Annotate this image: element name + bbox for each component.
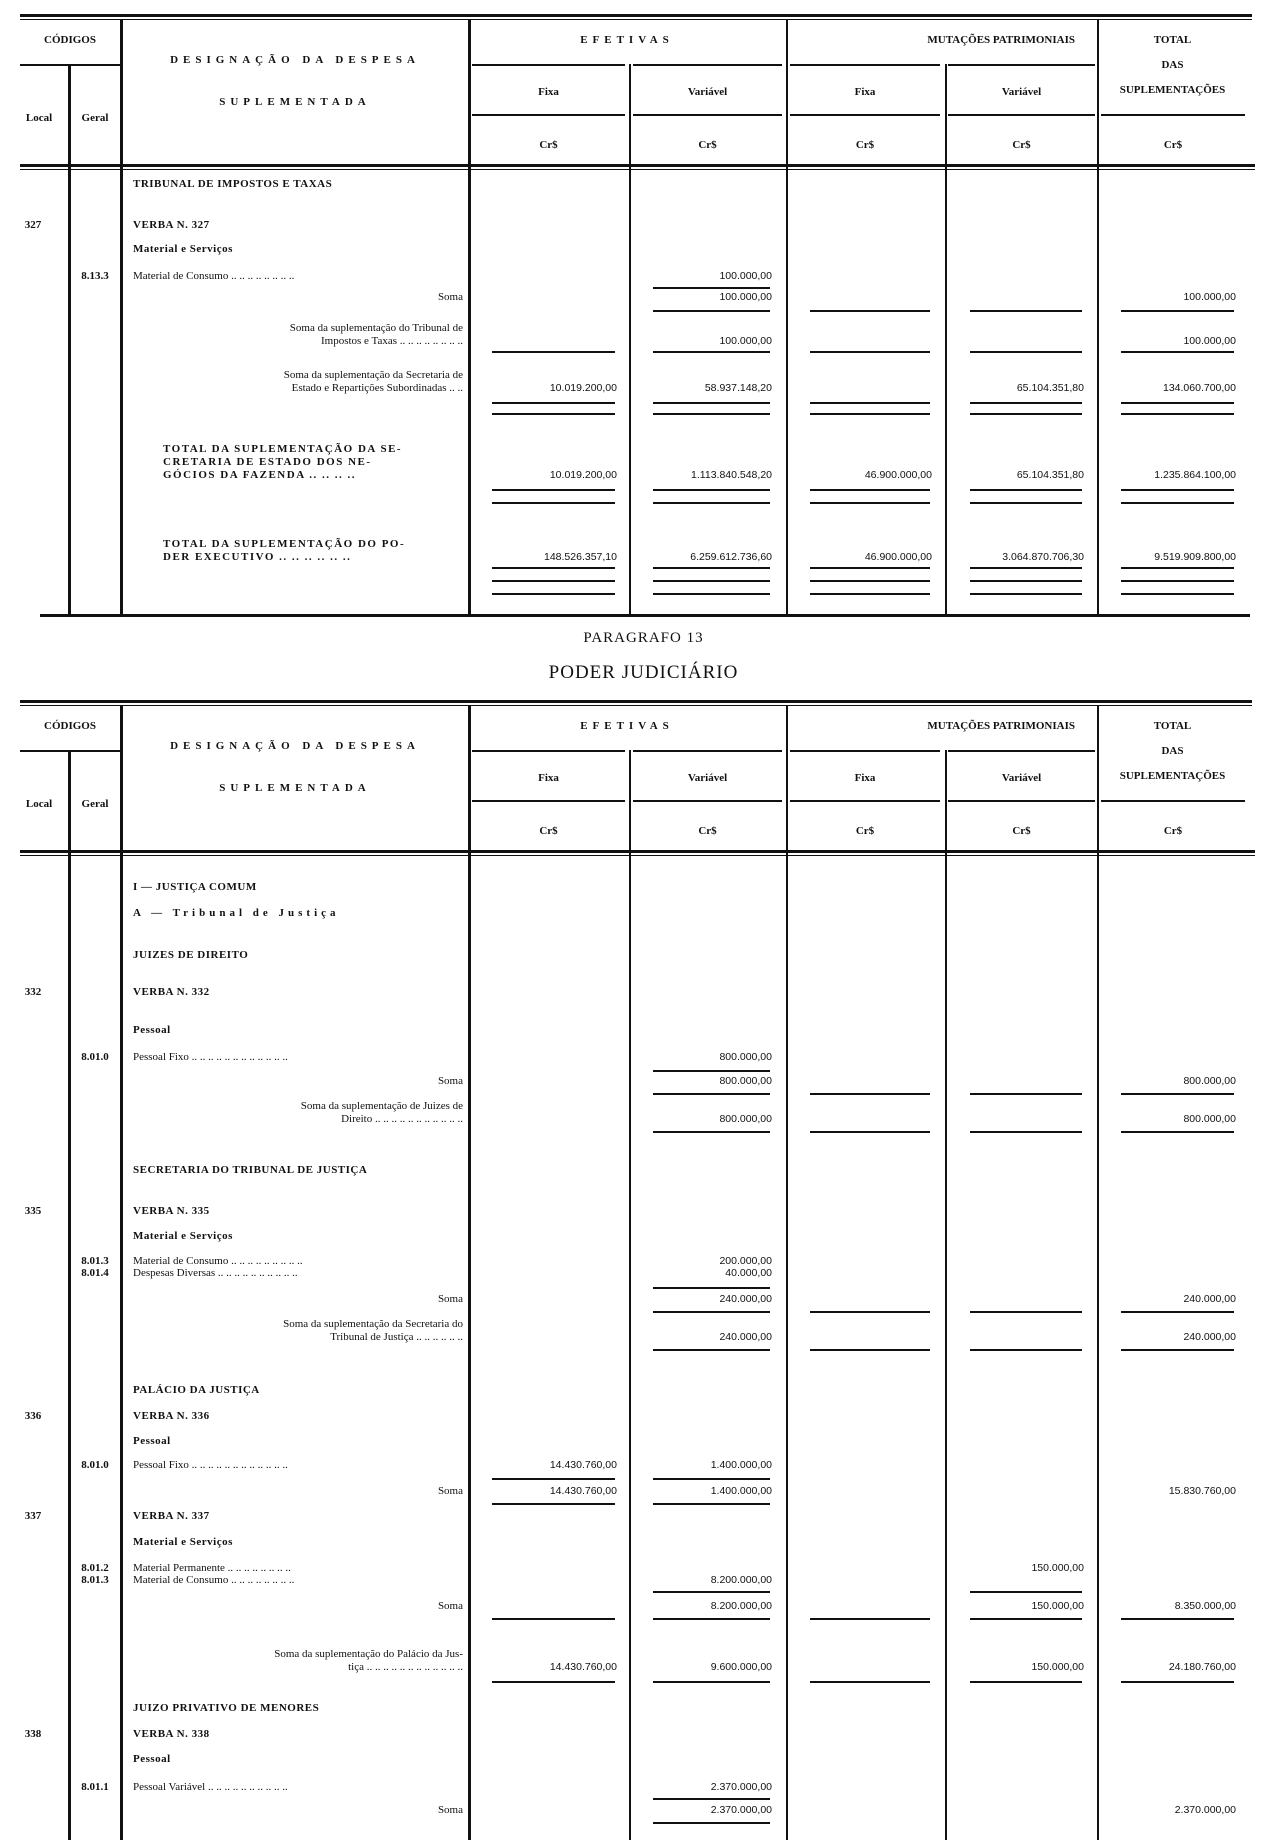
sum-rule — [1121, 1131, 1234, 1133]
subcolumn-header-variavel: Variável — [1001, 772, 1042, 784]
amount-cell: 2.370.000,00 — [1174, 1804, 1236, 1816]
currency-header: Cr$ — [539, 825, 558, 837]
amount-cell: 10.019.200,00 — [549, 382, 617, 394]
line-description: VERBA N. 336 — [133, 1410, 210, 1422]
suplementada-header: SUPLEMENTADA — [219, 96, 371, 108]
group-rule — [948, 64, 1095, 66]
column-divider — [68, 750, 71, 1840]
line-description: Pessoal Fixo .. .. .. .. .. .. .. .. .. .. .. .. — [133, 1459, 288, 1471]
geral-code: 8.01.3 — [81, 1574, 109, 1586]
sum-rule — [653, 1798, 770, 1800]
sum-rule — [970, 502, 1082, 504]
line-description: Pessoal — [133, 1024, 171, 1036]
sum-rule — [492, 502, 615, 504]
sum-rule — [970, 310, 1082, 312]
line-description: Material e Serviços — [133, 1536, 233, 1548]
geral-code: 8.01.2 — [81, 1562, 109, 1574]
sum-rule — [653, 287, 770, 289]
sum-rule — [1121, 1681, 1234, 1683]
currency-header: Cr$ — [1012, 139, 1031, 151]
sum-rule — [653, 1478, 770, 1480]
section-title: PODER JUDICIÁRIO — [548, 662, 739, 683]
designacao-header: DESIGNAÇÃO DA DESPESA — [170, 740, 420, 752]
sum-rule — [653, 1681, 770, 1683]
line-description: Soma — [437, 1485, 463, 1497]
codigos-header: CÓDIGOS — [44, 720, 96, 732]
line-description: TOTAL DA SUPLEMENTAÇÃO DO PO- DER EXECUTIVO .. .. .. .. .. .. — [163, 538, 406, 563]
line-description: TRIBUNAL DE IMPOSTOS E TAXAS — [133, 178, 333, 190]
sum-rule — [970, 567, 1082, 569]
subcolumn-header-variavel: Variável — [687, 772, 728, 784]
header-bottom-rule — [20, 169, 1255, 170]
sum-rule — [492, 1681, 615, 1683]
line-description: VERBA N. 335 — [133, 1205, 210, 1217]
sum-rule — [492, 402, 615, 404]
amount-cell: 8.350.000,00 — [1174, 1600, 1236, 1612]
sum-rule — [1121, 502, 1234, 504]
table-top-rule — [20, 705, 1252, 706]
line-description: Despesas Diversas .. .. .. .. .. .. .. .. .. .. — [133, 1267, 298, 1279]
sum-rule — [810, 1311, 930, 1313]
amount-cell: 40.000,00 — [725, 1267, 772, 1279]
sum-rule — [810, 1131, 930, 1133]
line-description: Soma da suplementação da Secretaria de Estado e Repartições Subordinadas .. .. — [283, 369, 463, 394]
geral-code: 8.01.0 — [81, 1459, 109, 1471]
amount-cell: 150.000,00 — [1031, 1600, 1084, 1612]
sum-rule — [810, 489, 930, 491]
line-description: Material de Consumo .. .. .. .. .. .. .. .. .. — [133, 1255, 303, 1267]
sum-rule — [653, 1618, 770, 1620]
geral-header: Geral — [81, 798, 109, 810]
line-description: Soma da suplementação de Juizes de Direito .. .. .. .. .. .. .. .. .. .. .. — [300, 1100, 463, 1125]
subheader-rule — [472, 114, 625, 116]
amount-cell: 14.430.760,00 — [549, 1459, 617, 1471]
currency-header: Cr$ — [855, 139, 875, 151]
amount-cell: 800.000,00 — [719, 1113, 772, 1125]
amount-cell: 46.900.000,00 — [864, 551, 932, 563]
line-description: Pessoal Fixo .. .. .. .. .. .. .. .. .. .. .. .. — [133, 1051, 288, 1063]
header-bottom-rule — [20, 164, 1255, 167]
currency-header: Cr$ — [539, 139, 558, 151]
subcolumn-header-fixa: Fixa — [854, 772, 876, 784]
sum-rule — [653, 1349, 770, 1351]
sum-rule — [653, 593, 770, 595]
sum-rule — [492, 1478, 615, 1480]
amount-cell: 1.113.840.548,20 — [691, 469, 772, 481]
amount-cell: 150.000,00 — [1031, 1661, 1084, 1673]
subcolumn-header-variavel: Variável — [1001, 86, 1042, 98]
sum-rule — [810, 567, 930, 569]
sum-rule — [1121, 413, 1234, 415]
geral-code: 8.01.1 — [81, 1781, 109, 1793]
sum-rule — [1121, 567, 1234, 569]
geral-code: 8.13.3 — [81, 270, 109, 282]
line-description: Soma — [437, 1804, 463, 1816]
line-description: Soma — [437, 1600, 463, 1612]
amount-cell: 8.200.000,00 — [710, 1600, 772, 1612]
sum-rule — [970, 1349, 1082, 1351]
local-code: 327 — [24, 219, 42, 231]
line-description: VERBA N. 338 — [133, 1728, 210, 1740]
table-top-rule — [20, 14, 1252, 17]
sum-rule — [1121, 402, 1234, 404]
local-code: 336 — [24, 1410, 42, 1422]
line-description: SECRETARIA DO TRIBUNAL DE JUSTIÇA — [133, 1164, 368, 1176]
sum-rule — [1121, 1311, 1234, 1313]
sum-rule — [492, 1503, 615, 1505]
amount-cell: 150.000,00 — [1031, 1562, 1084, 1574]
geral-code: 8.01.4 — [81, 1267, 109, 1279]
amount-cell: 24.180.760,00 — [1168, 1661, 1236, 1673]
line-description: Soma da suplementação do Tribunal de Impostos e Taxas .. .. .. .. .. .. .. .. — [289, 322, 463, 347]
sum-rule — [970, 1311, 1082, 1313]
group-rule — [633, 64, 782, 66]
amount-cell: 100.000,00 — [719, 291, 772, 303]
sum-rule — [492, 580, 615, 582]
amount-cell: 1.400.000,00 — [710, 1459, 772, 1471]
local-code: 335 — [24, 1205, 42, 1217]
subheader-rule — [1101, 800, 1245, 802]
amount-cell: 800.000,00 — [719, 1051, 772, 1063]
sum-rule — [653, 1822, 770, 1824]
subcolumn-header-fixa: Fixa — [538, 772, 559, 784]
line-description: Pessoal — [133, 1435, 171, 1447]
geral-header: Geral — [81, 112, 109, 124]
sum-rule — [970, 1131, 1082, 1133]
amount-cell: 2.370.000,00 — [710, 1781, 772, 1793]
line-description: TOTAL DA SUPLEMENTAÇÃO DA SE- CRETARIA DE ESTADO DOS NE- GÓCIOS DA FAZENDA .. .. .. .. — [163, 443, 403, 481]
amount-cell: 240.000,00 — [1183, 1293, 1236, 1305]
sum-rule — [1121, 351, 1234, 353]
table-top-rule — [20, 700, 1252, 703]
column-divider — [120, 706, 123, 1840]
codigos-header: CÓDIGOS — [44, 34, 96, 46]
subheader-rule — [633, 800, 782, 802]
line-description: Soma — [437, 291, 463, 303]
subheader-rule — [948, 800, 1095, 802]
line-description: Material de Consumo .. .. .. .. .. .. .. .. — [133, 1574, 295, 1586]
amount-cell: 15.830.760,00 — [1168, 1485, 1236, 1497]
subheader-rule — [633, 114, 782, 116]
subcolumn-header-variavel: Variável — [687, 86, 728, 98]
sum-rule — [492, 351, 615, 353]
sum-rule — [810, 1093, 930, 1095]
local-code: 337 — [24, 1510, 42, 1522]
group-rule — [472, 64, 625, 66]
sum-rule — [1121, 310, 1234, 312]
line-description: VERBA N. 337 — [133, 1510, 210, 1522]
subcolumn-header-fixa: Fixa — [854, 86, 876, 98]
sum-rule — [810, 1618, 930, 1620]
sum-rule — [810, 402, 930, 404]
sum-rule — [970, 413, 1082, 415]
geral-code: 8.01.0 — [81, 1051, 109, 1063]
line-description: Material e Serviços — [133, 1230, 233, 1242]
amount-cell: 9.600.000,00 — [710, 1661, 772, 1673]
column-divider — [468, 20, 471, 614]
group-rule — [472, 750, 625, 752]
sum-rule — [970, 580, 1082, 582]
sum-rule — [970, 593, 1082, 595]
column-divider — [786, 20, 788, 614]
sum-rule — [1121, 1349, 1234, 1351]
sum-rule — [492, 567, 615, 569]
currency-header: Cr$ — [698, 139, 717, 151]
suplementada-header: SUPLEMENTADA — [219, 782, 371, 794]
amount-cell: 65.104.351,80 — [1016, 469, 1084, 481]
local-header: Local — [25, 112, 53, 124]
sum-rule — [1121, 1618, 1234, 1620]
sum-rule — [810, 351, 930, 353]
subheader-rule — [472, 800, 625, 802]
subheader-rule — [790, 114, 940, 116]
amount-cell: 3.064.870.706,30 — [1002, 551, 1084, 563]
paragraph-label: PARAGRAFO 13 — [583, 630, 704, 646]
subcolumn-header-fixa: Fixa — [538, 86, 559, 98]
header-bottom-rule — [20, 850, 1255, 853]
local-code: 338 — [24, 1728, 42, 1740]
currency-header: Cr$ — [1163, 825, 1183, 837]
subheader-rule — [790, 800, 940, 802]
sum-rule — [653, 1287, 770, 1289]
amount-cell: 14.430.760,00 — [549, 1661, 617, 1673]
amount-cell: 800.000,00 — [719, 1075, 772, 1087]
sum-rule — [810, 580, 930, 582]
mutacoes-header: MUTAÇÕES PATRIMONIAIS — [927, 720, 1075, 732]
local-header: Local — [25, 798, 53, 810]
currency-header: Cr$ — [698, 825, 717, 837]
amount-cell: 200.000,00 — [719, 1255, 772, 1267]
sum-rule — [970, 1093, 1082, 1095]
amount-cell: 100.000,00 — [719, 270, 772, 282]
sum-rule — [1121, 580, 1234, 582]
sum-rule — [653, 310, 770, 312]
mutacoes-header: MUTAÇÕES PATRIMONIAIS — [927, 34, 1075, 46]
amount-cell: 1.235.864.100,00 — [1154, 469, 1236, 481]
column-divider — [1097, 706, 1099, 1840]
amount-cell: 240.000,00 — [719, 1293, 772, 1305]
sum-rule — [1121, 1093, 1234, 1095]
sum-rule — [653, 413, 770, 415]
total-header: SUPLEMENTAÇÕES — [1119, 770, 1226, 782]
column-divider — [629, 64, 631, 614]
column-divider — [68, 64, 71, 614]
total-header: TOTAL — [1153, 720, 1192, 732]
line-description: Soma — [437, 1293, 463, 1305]
amount-cell: 65.104.351,80 — [1016, 382, 1084, 394]
subheader-rule — [948, 114, 1095, 116]
amount-cell: 240.000,00 — [1183, 1331, 1236, 1343]
currency-header: Cr$ — [855, 825, 875, 837]
group-rule — [790, 750, 940, 752]
sum-rule — [970, 489, 1082, 491]
efetivas-header: EFETIVAS — [580, 34, 674, 46]
total-header: TOTAL — [1153, 34, 1192, 46]
amount-cell: 800.000,00 — [1183, 1113, 1236, 1125]
sum-rule — [810, 310, 930, 312]
group-rule — [948, 750, 1095, 752]
line-description: Material Permanente .. .. .. .. .. .. .. .. — [133, 1562, 291, 1574]
sum-rule — [653, 1311, 770, 1313]
sum-rule — [810, 502, 930, 504]
subheader-rule — [1101, 114, 1245, 116]
sum-rule — [653, 567, 770, 569]
line-description: Pessoal — [133, 1753, 171, 1765]
amount-cell: 10.019.200,00 — [549, 469, 617, 481]
amount-cell: 1.400.000,00 — [710, 1485, 772, 1497]
table-bottom-rule — [40, 614, 1250, 617]
amount-cell: 100.000,00 — [719, 335, 772, 347]
amount-cell: 9.519.909.800,00 — [1154, 551, 1236, 563]
sum-rule — [970, 402, 1082, 404]
line-description: I — JUSTIÇA COMUM — [133, 881, 257, 893]
local-code: 332 — [24, 986, 42, 998]
sum-rule — [810, 1681, 930, 1683]
amount-cell: 8.200.000,00 — [710, 1574, 772, 1586]
column-divider — [945, 750, 947, 1840]
sum-rule — [653, 1093, 770, 1095]
sum-rule — [653, 1070, 770, 1072]
line-description: Pessoal Variável .. .. .. .. .. .. .. .. .. .. — [133, 1781, 288, 1793]
sum-rule — [492, 413, 615, 415]
amount-cell: 58.937.148,20 — [704, 382, 772, 394]
efetivas-header: EFETIVAS — [580, 720, 674, 732]
table-top-rule — [20, 19, 1252, 20]
line-description: JUIZES DE DIREITO — [133, 949, 249, 961]
line-description: Soma da suplementação do Palácio da Jus- tiça .. .. .. .. .. .. .. .. .. .. .. .. — [274, 1648, 463, 1673]
amount-cell: 100.000,00 — [1183, 291, 1236, 303]
column-divider — [945, 64, 947, 614]
sum-rule — [970, 351, 1082, 353]
column-divider — [629, 750, 631, 1840]
group-rule — [633, 750, 782, 752]
group-rule — [790, 64, 940, 66]
geral-code: 8.01.3 — [81, 1255, 109, 1267]
currency-header: Cr$ — [1012, 825, 1031, 837]
column-divider — [468, 706, 471, 1840]
amount-cell: 134.060.700,00 — [1163, 382, 1236, 394]
amount-cell: 46.900.000,00 — [864, 469, 932, 481]
sum-rule — [653, 351, 770, 353]
sum-rule — [653, 489, 770, 491]
sum-rule — [653, 1131, 770, 1133]
line-description: Soma da suplementação da Secretaria do Tribunal de Justiça .. .. .. .. .. .. — [283, 1318, 463, 1343]
amount-cell: 2.370.000,00 — [710, 1804, 772, 1816]
line-description: VERBA N. 332 — [133, 986, 210, 998]
sum-rule — [492, 489, 615, 491]
amount-cell: 148.526.357,10 — [544, 551, 617, 563]
amount-cell: 100.000,00 — [1183, 335, 1236, 347]
line-description: PALÁCIO DA JUSTIÇA — [133, 1384, 260, 1396]
line-description: Soma — [437, 1075, 463, 1087]
sum-rule — [653, 1591, 770, 1593]
designacao-header: DESIGNAÇÃO DA DESPESA — [170, 54, 420, 66]
sum-rule — [653, 402, 770, 404]
total-header: SUPLEMENTAÇÕES — [1119, 84, 1226, 96]
sum-rule — [810, 1349, 930, 1351]
sum-rule — [1121, 489, 1234, 491]
line-description: VERBA N. 327 — [133, 219, 210, 231]
sum-rule — [970, 1681, 1082, 1683]
sum-rule — [810, 593, 930, 595]
amount-cell: 14.430.760,00 — [549, 1485, 617, 1497]
sum-rule — [653, 502, 770, 504]
sum-rule — [492, 1618, 615, 1620]
amount-cell: 240.000,00 — [719, 1331, 772, 1343]
sum-rule — [653, 580, 770, 582]
line-description: Material de Consumo .. .. .. .. .. .. .. .. — [133, 270, 295, 282]
total-header: DAS — [1161, 745, 1184, 757]
sum-rule — [970, 1591, 1082, 1593]
sum-rule — [970, 1618, 1082, 1620]
amount-cell: 6.259.612.736,60 — [690, 551, 772, 563]
line-description: JUIZO PRIVATIVO DE MENORES — [133, 1702, 320, 1714]
currency-header: Cr$ — [1163, 139, 1183, 151]
line-description: A — Tribunal de Justiça — [133, 907, 340, 919]
column-divider — [120, 20, 123, 614]
sum-rule — [810, 413, 930, 415]
sum-rule — [492, 593, 615, 595]
column-divider — [1097, 20, 1099, 614]
amount-cell: 800.000,00 — [1183, 1075, 1236, 1087]
sum-rule — [1121, 593, 1234, 595]
column-divider — [786, 706, 788, 1840]
sum-rule — [653, 1503, 770, 1505]
line-description: Material e Serviços — [133, 243, 233, 255]
total-header: DAS — [1161, 59, 1184, 71]
header-bottom-rule — [20, 855, 1255, 856]
